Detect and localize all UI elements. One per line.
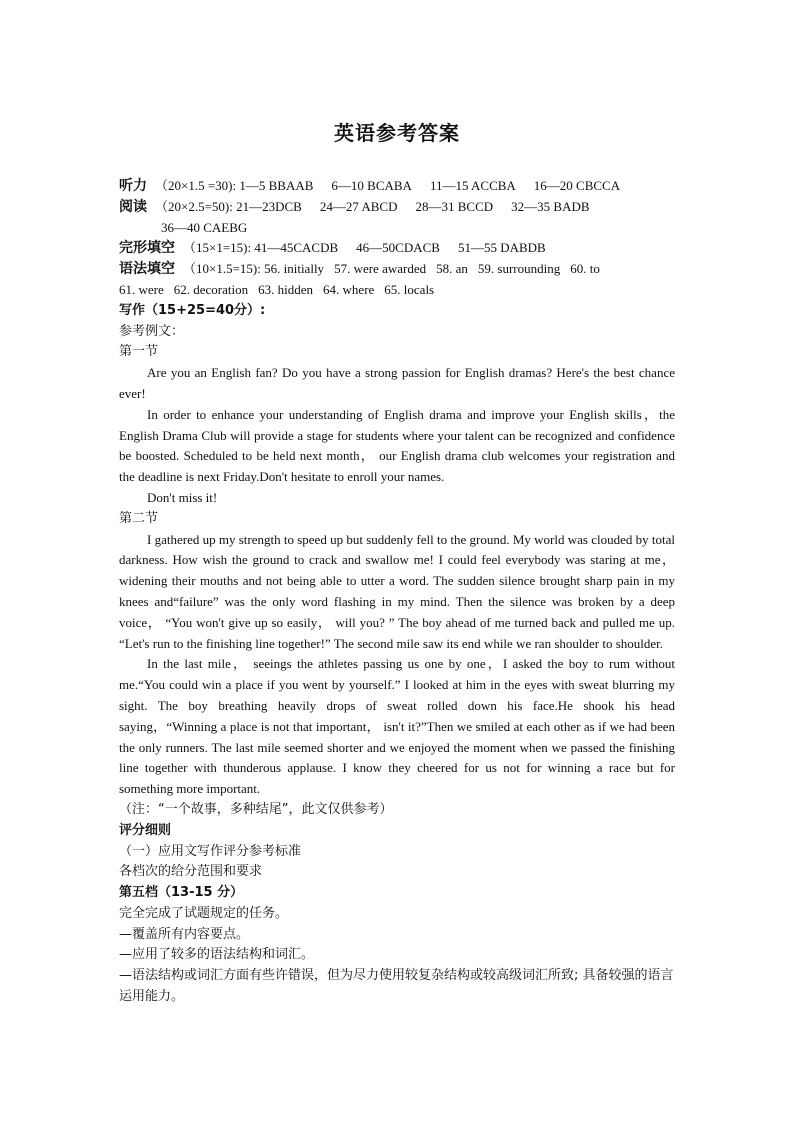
listening-group-2: 6—10 BCABA [331, 178, 412, 193]
listening-group-4: 16—20 CBCCA [533, 178, 621, 193]
scoring-tier: 第五档（13-15 分） [119, 885, 244, 901]
listening-label: 听力 [119, 178, 147, 194]
section2-note: （注：“一个故事，多种结尾”，此文仅供参考） [119, 801, 393, 817]
cloze-row [119, 238, 675, 259]
section2-paragraph-1: I gathered up my strength to speed up but suddenly fell to the ground. My world was clouded by total darkness. How wish the ground to crack and swallow me! I could feel everybody was staring at me，widening their mouths and not being able to utter a word. The sudden silence brought sharp pain in my knees and“failure” was the only word flashing in my mind. Then the silence was broken by a deep voice， “You won't give up so easily， will you? ” The boy ahead of me turned back and pulled me up. “Let's run to the finishing line together!” The second mile saw its end while we ran shoulder to shoulder. [119, 531, 675, 651]
grammar-answer-57: 57. were awarded [334, 261, 427, 277]
section2-paragraph-2: In the last mile， seeings the athletes passing us one by one，I asked the boy to rum without me.“You could win a place if you went by yourself.” I looked at him in the eyes with sweat blurring my sight. The boy breathing heavily drops of sweat rolled down his face.He shook his head saying，“Winning a place is not that important， isn't it?”Then we smiled at each other as if we had been the only runners. The last mile seemed shorter and we enjoyed the moment when we passed the finishing line together with thunderous applause. I know they cheered for us not for winning a race but for something more important. [119, 656, 675, 797]
scoring-item-3: —应用了较多的语法结构和词汇。 [119, 947, 315, 963]
section1-label: 第一节 [119, 344, 159, 360]
cloze-label: 完形填空 [119, 240, 175, 257]
grammar-answer-56: 56. initially [264, 261, 325, 277]
grammar-label: 语法填空 [119, 261, 175, 278]
section2-label: 第二节 [119, 510, 159, 526]
grammar-score: （10×1.5=15): [183, 261, 265, 277]
section1-paragraph-3: Don't miss it! [147, 489, 218, 505]
answer-key-page [119, 120, 675, 1008]
scoring-subheading-1: （一）应用文写作评分参考标准 [119, 843, 302, 859]
reading-row [119, 197, 675, 218]
writing-heading: 写作（15+25=40分）: [119, 302, 266, 318]
grammar-answer-65: 65. locals [384, 281, 435, 297]
scoring-item-4: —语法结构或词汇方面有些许错误，但为尽力使用较复杂结构或较高级词汇所致; 具备较强的语言运用能力。 [119, 968, 674, 1005]
cloze-group-3: 51—55 DABDB [457, 240, 546, 256]
section1-paragraph-2: In order to enhance your understanding of English drama and improve your English skills，the English Drama Club will provide a stage for students where your talent can be recognized and confidence be boosted. Scheduled to be held next month， our English drama club welcomes your registration and the deadline is next Friday.Don't hesitate to enroll your names. [119, 406, 675, 485]
grammar-answer-64: 64. where [323, 281, 375, 297]
sample-label: 参考例文： [119, 323, 185, 339]
grammar-answer-58: 58. an [436, 261, 468, 277]
reading-row-2 [119, 218, 675, 239]
grammar-row-2 [119, 280, 675, 301]
reading-score: （20×2.5=50): [155, 198, 237, 214]
grammar-answer-60: 60. to [570, 261, 600, 277]
listening-group-3: 11—15 ACCBA [429, 178, 516, 193]
cloze-group-1: 41—45CACDB [254, 240, 339, 256]
listening-group-1: 1—5 BBAAB [239, 178, 314, 193]
reading-group-4: 32—35 BADB [511, 198, 590, 214]
reading-group-1: 21—23DCB [236, 198, 302, 214]
page-title: 英语参考答案 [334, 123, 460, 145]
answers-section [119, 176, 675, 301]
listening-score: （20×1.5 =30): [155, 178, 240, 193]
grammar-row [119, 259, 675, 280]
cloze-score: （15×1=15): [183, 240, 255, 256]
cloze-group-2: 46—50CDACB [356, 240, 440, 256]
reading-group-5: 36—40 CAEBG [161, 219, 248, 235]
grammar-answer-61: 61. were [119, 281, 164, 297]
reading-label: 阅读 [119, 198, 147, 215]
grammar-answer-59: 59. surrounding [477, 261, 561, 277]
scoring-item-1: 完全完成了试题规定的任务。 [119, 905, 289, 921]
section1-paragraph-1: Are you an English fan? Do you have a strong passion for English dramas? Here's the best chance ever! [119, 365, 675, 401]
grammar-answer-63: 63. hidden [258, 281, 314, 297]
scoring-subheading-2: 各档次的给分范围和要求 [119, 864, 263, 880]
scoring-item-2: —覆盖所有内容要点。 [119, 926, 250, 942]
scoring-heading: 评分细则 [119, 822, 172, 838]
reading-group-2: 24—27 ABCD [319, 198, 398, 214]
reading-group-3: 28—31 BCCD [415, 198, 494, 214]
listening-row [119, 176, 675, 197]
grammar-answer-62: 62. decoration [173, 281, 249, 297]
